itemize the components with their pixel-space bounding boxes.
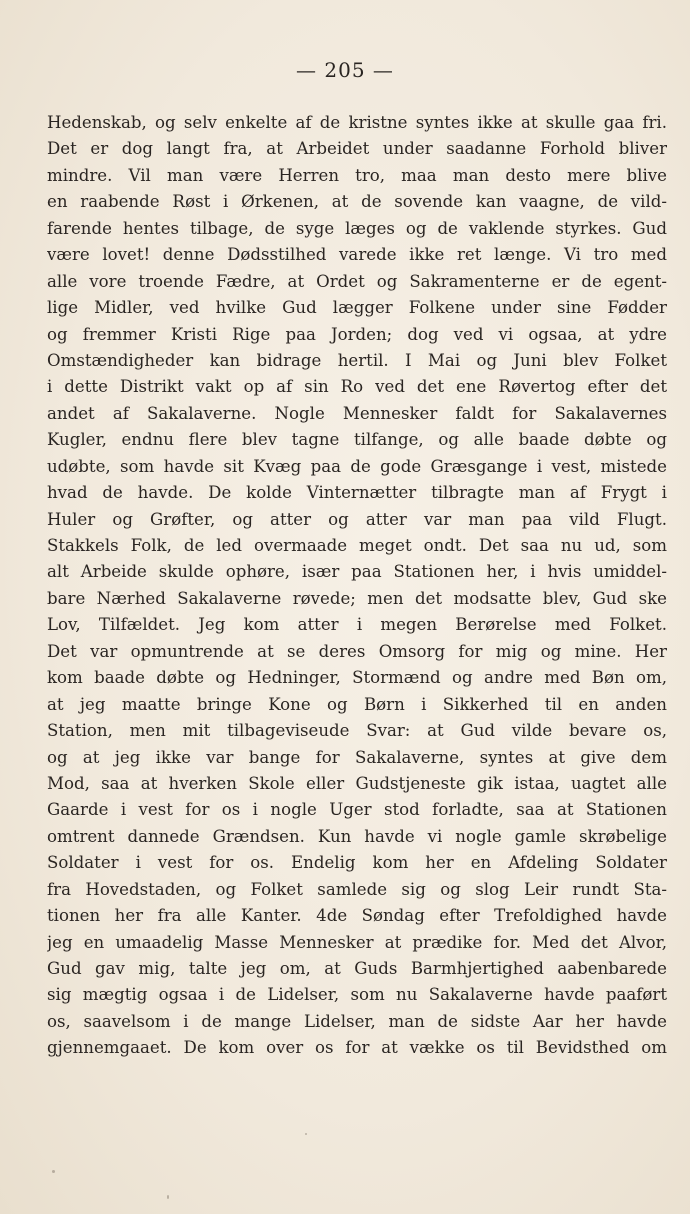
paper-speck <box>52 1170 55 1173</box>
text-line: Lov, Tilfældet. Jeg kom atter i megen Berørelse med Folket. <box>47 615 667 635</box>
text-line: Gaarde i vest for os i nogle Uger stod forladte, saa at Stationen <box>47 800 667 820</box>
text-line: lige Midler, ved hvilke Gud lægger Folkene under sine Fødder <box>47 298 667 318</box>
text-line: andet af Sakalaverne. Nogle Mennesker faldt for Sakalavernes <box>47 403 667 423</box>
paper-speck <box>167 1195 169 1199</box>
text-line: jeg en umaadelig Masse Mennesker at prædike for. Med det Alvor, <box>47 932 667 952</box>
page-number: — 205 — <box>296 58 394 82</box>
text-line: Station, men mit tilbageviseude Svar: at Gud vilde bevare os, <box>47 721 667 741</box>
text-line: tionen her fra alle Kanter. 4de Søndag efter Trefoldighed havde <box>47 906 667 926</box>
text-line: Omstændigheder kan bidrage hertil. I Mai og Juni blev Folket <box>47 350 667 370</box>
text-line: Gud gav mig, talte jeg om, at Guds Barmhjertighed aabenbarede <box>47 959 667 978</box>
text-line: Det var opmuntrende at se deres Omsorg for mig og mine. Her <box>47 641 667 661</box>
text-line: at jeg maatte bringe Kone og Børn i Sikkerhed til en anden <box>47 694 667 714</box>
text-line: Stakkels Folk, de led overmaade meget ondt. Det saa nu ud, som <box>47 536 667 555</box>
text-line: bare Nærhed Sakalaverne røvede; men det modsatte blev, Gud ske <box>47 588 667 608</box>
text-line: og at jeg ikke var bange for Sakalaverne, syntes at give dem <box>47 747 667 767</box>
text-line: og fremmer Kristi Rige paa Jorden; dog ved vi ogsaa, at ydre <box>47 324 667 344</box>
text-line: udøbte, som havde sit Kvæg paa de gode Græsgange i vest, mistede <box>47 456 667 476</box>
text-line: omtrent dannede Grændsen. Kun havde vi nogle gamle skrøbelige <box>47 826 667 846</box>
text-line: Hedenskab, og selv enkelte af de kristne syntes ikke at skulle gaa fri. <box>47 113 667 132</box>
text-line: sig mægtig ogsaa i de Lidelser, som nu Sakalaverne havde paaført <box>47 985 667 1005</box>
text-line: Kugler, endnu flere blev tagne tilfange, og alle baade døbte og <box>47 430 667 450</box>
text-line: kom baade døbte og Hedninger, Stormænd og andre med Bøn om, <box>47 668 667 688</box>
body-text <box>47 110 667 1062</box>
text-line: alt Arbeide skulde ophøre, især paa Stationen her, i hvis umiddel- <box>47 562 667 582</box>
paper-speck <box>305 1133 307 1135</box>
text-line: Mod, saa at hverken Skole eller Gudstjeneste gik istaa, uagtet alle <box>47 773 667 793</box>
text-line: en raabende Røst i Ørkenen, at de sovende kan vaagne, de vild- <box>47 192 667 212</box>
text-line: farende hentes tilbage, de syge læges og de vaklende styrkes. Gud <box>47 218 667 238</box>
text-line: fra Hovedstaden, og Folket samlede sig og slog Leir rundt Sta- <box>47 879 667 899</box>
text-line: os, saavelsom i de mange Lidelser, man de sidste Aar her havde <box>47 1011 667 1031</box>
text-line: i dette Distrikt vakt op af sin Ro ved det ene Røvertog efter det <box>47 377 667 397</box>
text-line: være lovet! denne Dødsstilhed varede ikke ret længe. Vi tro med <box>47 245 667 265</box>
text-line: Det er dog langt fra, at Arbeidet under saadanne Forhold bliver <box>47 139 667 159</box>
text-line: mindre. Vil man være Herren tro, maa man desto mere blive <box>47 165 667 185</box>
text-line: hvad de havde. De kolde Vinternætter tilbragte man af Frygt i <box>47 483 667 503</box>
text-line: Huler og Grøfter, og atter og atter var man paa vild Flugt. <box>47 509 667 529</box>
text-line: gjennemgaaet. De kom over os for at vække os til Bevidsthed om <box>47 1038 667 1058</box>
text-line: alle vore troende Fædre, at Ordet og Sakramenterne er de egent- <box>47 271 667 291</box>
text-line: Soldater i vest for os. Endelig kom her en Afdeling Soldater <box>47 853 667 873</box>
